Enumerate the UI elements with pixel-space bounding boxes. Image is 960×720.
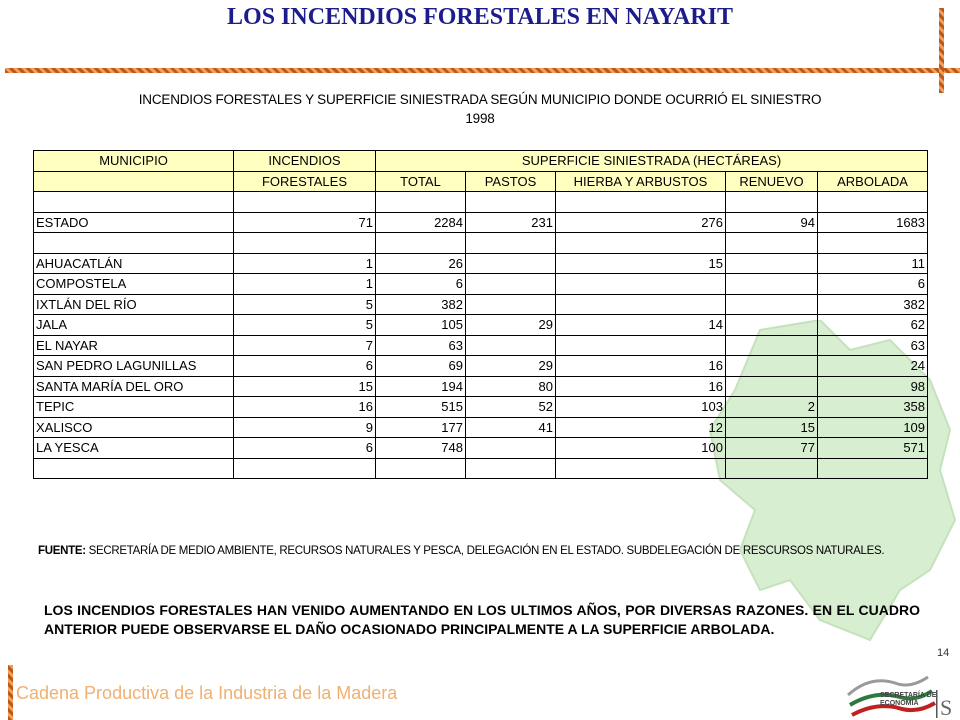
table-heading-line1: INCENDIOS FORESTALES Y SUPERFICIE SINIESTRADA SEGÚN MUNICIPIO DONDE OCURRIÓ EL SINIESTRO	[138, 92, 822, 107]
cell-renuevo	[726, 356, 818, 377]
cell-total: 382	[376, 294, 466, 315]
cell-arbolada: 382	[818, 294, 928, 315]
cell-pastos	[466, 274, 556, 295]
header-hierba: HIERBA Y ARBUSTOS	[556, 171, 726, 192]
cell-hierba	[556, 274, 726, 295]
cell-total: 26	[376, 253, 466, 274]
header-row-2	[34, 171, 928, 192]
table-heading-year: 1998	[465, 111, 495, 126]
cell-renuevo: 2	[726, 397, 818, 418]
cell-pastos: 231	[466, 212, 556, 233]
cell-pastos: 29	[466, 356, 556, 377]
row-name: ESTADO	[34, 212, 234, 233]
row-name: SAN PEDRO LAGUNILLAS	[34, 356, 234, 377]
cell-arbolada: 24	[818, 356, 928, 377]
header-pastos: PASTOS	[466, 171, 556, 192]
cell-hierba	[556, 294, 726, 315]
spacer-row	[34, 192, 928, 213]
table-row	[34, 335, 928, 356]
cell-pastos	[466, 253, 556, 274]
cell-renuevo	[726, 315, 818, 336]
cell-renuevo: 15	[726, 417, 818, 438]
row-name: EL NAYAR	[34, 335, 234, 356]
cell-renuevo	[726, 294, 818, 315]
row-name: XALISCO	[34, 417, 234, 438]
cell-total: 63	[376, 335, 466, 356]
cell-renuevo	[726, 274, 818, 295]
cell-incendios: 5	[234, 294, 376, 315]
cell-incendios: 6	[234, 438, 376, 459]
source-label: FUENTE:	[38, 545, 86, 557]
cell-arbolada: 11	[818, 253, 928, 274]
header-total: TOTAL	[376, 171, 466, 192]
table-row	[34, 397, 928, 418]
cell-incendios: 15	[234, 376, 376, 397]
spacer-row	[34, 458, 928, 479]
cell-hierba: 103	[556, 397, 726, 418]
estado-row	[34, 212, 928, 233]
cell-total: 194	[376, 376, 466, 397]
cell-arbolada: 98	[818, 376, 928, 397]
cell-arbolada: 62	[818, 315, 928, 336]
row-name: TEPIC	[34, 397, 234, 418]
row-name: IXTLÁN DEL RÍO	[34, 294, 234, 315]
page-number: 14	[937, 647, 950, 659]
header-municipio: MUNICIPIO	[34, 151, 234, 172]
cell-pastos	[466, 335, 556, 356]
footer-title: Cadena Productiva de la Industria de la Madera	[16, 683, 398, 703]
table-row	[34, 438, 928, 459]
cell-hierba: 12	[556, 417, 726, 438]
cell-renuevo	[726, 376, 818, 397]
cell-total: 6	[376, 274, 466, 295]
table-heading	[60, 90, 900, 128]
cell-incendios: 7	[234, 335, 376, 356]
svg-text:S: S	[940, 695, 953, 720]
row-name: LA YESCA	[34, 438, 234, 459]
cell-pastos: 29	[466, 315, 556, 336]
cell-incendios: 1	[234, 274, 376, 295]
table-row	[34, 376, 928, 397]
cell-total: 177	[376, 417, 466, 438]
logo-text	[880, 692, 936, 708]
header-superficie: SUPERFICIE SINIESTRADA (HECTÁREAS)	[376, 151, 928, 172]
cell-renuevo	[726, 253, 818, 274]
cell-hierba: 100	[556, 438, 726, 459]
table-row	[34, 417, 928, 438]
cell-hierba: 16	[556, 356, 726, 377]
cell-total: 69	[376, 356, 466, 377]
cell-incendios: 16	[234, 397, 376, 418]
header-incendios-2: FORESTALES	[234, 171, 376, 192]
logo-line2: ECONOMÍA	[880, 700, 919, 707]
cell-arbolada: 6	[818, 274, 928, 295]
table-row	[34, 294, 928, 315]
cell-arbolada: 571	[818, 438, 928, 459]
cell-total: 105	[376, 315, 466, 336]
logo-line1: SECRETARÍA DE	[880, 692, 937, 699]
header-row-1	[34, 151, 928, 172]
cell-hierba: 14	[556, 315, 726, 336]
cell-incendios: 1	[234, 253, 376, 274]
cell-hierba: 15	[556, 253, 726, 274]
row-name: AHUACATLÁN	[34, 253, 234, 274]
cell-incendios: 6	[234, 356, 376, 377]
cell-hierba	[556, 335, 726, 356]
top-rope-border	[5, 68, 960, 73]
cell-hierba: 276	[556, 212, 726, 233]
cell-incendios: 9	[234, 417, 376, 438]
table-row	[34, 315, 928, 336]
forest-fires-table	[33, 150, 928, 479]
cell-arbolada: 109	[818, 417, 928, 438]
cell-incendios: 5	[234, 315, 376, 336]
slide-title: LOS INCENDIOS FORESTALES EN NAYARIT	[227, 4, 733, 30]
cell-renuevo: 94	[726, 212, 818, 233]
header-municipio-cont	[34, 171, 234, 192]
right-rope-border	[939, 8, 944, 93]
cell-pastos	[466, 294, 556, 315]
cell-total: 748	[376, 438, 466, 459]
table-row	[34, 274, 928, 295]
cell-pastos: 41	[466, 417, 556, 438]
cell-total: 2284	[376, 212, 466, 233]
header-arbolada: ARBOLADA	[818, 171, 928, 192]
cell-arbolada: 1683	[818, 212, 928, 233]
row-name: COMPOSTELA	[34, 274, 234, 295]
header-incendios-1: INCENDIOS	[234, 151, 376, 172]
cell-pastos: 52	[466, 397, 556, 418]
commentary-text: LOS INCENDIOS FORESTALES HAN VENIDO AUMENTANDO EN LOS ULTIMOS AÑOS, POR DIVERSAS RAZONES. EN EL CUADRO ANTERIOR PUEDE OBSERVARSE EL DAÑO OCASIONADO PRINCIPALMENTE A LA SUPERFICIE ARBOLADA.	[44, 602, 920, 637]
row-name: JALA	[34, 315, 234, 336]
cell-arbolada: 63	[818, 335, 928, 356]
cell-total: 515	[376, 397, 466, 418]
cell-arbolada: 358	[818, 397, 928, 418]
header-renuevo: RENUEVO	[726, 171, 818, 192]
source-note	[38, 545, 938, 557]
cell-pastos: 80	[466, 376, 556, 397]
table-row	[34, 356, 928, 377]
row-name: SANTA MARÍA DEL ORO	[34, 376, 234, 397]
cell-incendios: 71	[234, 212, 376, 233]
spacer-row	[34, 233, 928, 254]
source-text: SECRETARÍA DE MEDIO AMBIENTE, RECURSOS NATURALES Y PESCA, DELEGACIÓN EN EL ESTADO. SUBDELEGACIÓN DE RESCURSOS NATURALES.	[85, 545, 885, 557]
secretaria-economia-logo	[840, 655, 960, 720]
cell-hierba: 16	[556, 376, 726, 397]
cell-pastos	[466, 438, 556, 459]
cell-renuevo: 77	[726, 438, 818, 459]
bottom-left-rope-border	[8, 665, 13, 720]
cell-renuevo	[726, 335, 818, 356]
table-row	[34, 253, 928, 274]
